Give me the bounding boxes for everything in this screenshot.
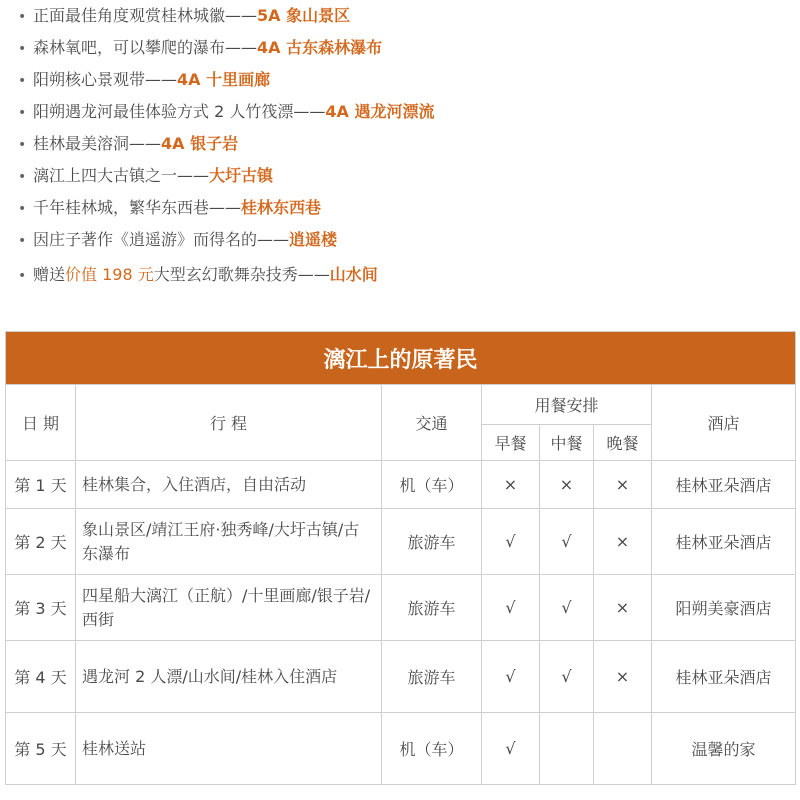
- bullet-icon: •: [18, 233, 27, 249]
- highlight-price: 价值 198 元: [65, 265, 154, 284]
- hotel-cell: 温馨的家: [652, 713, 796, 785]
- highlight-item: [18, 4, 350, 28]
- bullet-icon: •: [18, 137, 27, 153]
- route-cell: 桂林集合，入住酒店，自由活动: [76, 461, 382, 509]
- transport-cell: 旅游车: [382, 641, 482, 713]
- lunch-cell: √: [540, 575, 594, 641]
- highlight-destination: 4A 十里画廊: [177, 70, 271, 89]
- breakfast-cell: √: [482, 641, 540, 713]
- hotel-cell: 桂林亚朵酒店: [652, 641, 796, 713]
- dinner-cell: ×: [594, 641, 652, 713]
- route-cell: 四星船大漓江（正航）/十里画廊/银子岩/西街: [76, 575, 382, 641]
- day-cell: 第 2 天: [6, 509, 76, 575]
- breakfast-cell: √: [482, 509, 540, 575]
- dinner-cell: ×: [594, 509, 652, 575]
- breakfast-cell: ×: [482, 461, 540, 509]
- header-lunch: 中餐: [540, 425, 594, 461]
- route-cell: 桂林送站: [76, 713, 382, 785]
- itinerary-table: [5, 331, 796, 785]
- route-cell: 象山景区/靖江王府·独秀峰/大圩古镇/古东瀑布: [76, 509, 382, 575]
- highlight-destination: 4A 银子岩: [161, 134, 239, 153]
- itinerary-title: 漓江上的原著民: [6, 332, 796, 385]
- header-hotel: 酒店: [652, 385, 796, 461]
- day-cell: 第 3 天: [6, 575, 76, 641]
- highlight-text-after: 大型玄幻歌舞杂技秀——: [153, 265, 330, 284]
- lunch-cell: √: [540, 509, 594, 575]
- bullet-icon: •: [18, 169, 27, 185]
- bullet-icon: •: [18, 41, 27, 57]
- highlight-destination: 逍遥楼: [289, 230, 338, 249]
- lunch-cell: √: [540, 641, 594, 713]
- highlight-item: [18, 196, 321, 220]
- table-row: [6, 641, 796, 713]
- bullet-icon: •: [18, 105, 27, 121]
- lunch-cell: ×: [540, 461, 594, 509]
- table-row: [6, 461, 796, 509]
- header-route: 行 程: [76, 385, 382, 461]
- highlight-text: 因庄子著作《逍遥游》而得名的——: [33, 230, 290, 249]
- dinner-cell: ×: [594, 461, 652, 509]
- highlight-destination: 桂林东西巷: [241, 198, 322, 217]
- transport-cell: 机（车）: [382, 713, 482, 785]
- highlight-text: 千年桂林城，繁华东西巷——: [33, 198, 242, 217]
- highlight-text: 漓江上四大古镇之一——: [33, 166, 210, 185]
- day-cell: 第 4 天: [6, 641, 76, 713]
- highlight-item: [18, 263, 378, 287]
- transport-cell: 旅游车: [382, 575, 482, 641]
- highlight-item: [18, 132, 238, 156]
- highlight-text: 阳朔遇龙河最佳体验方式 2 人竹筏漂——: [33, 102, 326, 121]
- highlight-text: 森林氧吧，可以攀爬的瀑布——: [33, 38, 258, 57]
- highlight-text: 赠送: [33, 265, 66, 284]
- day-cell: 第 5 天: [6, 713, 76, 785]
- highlight-text: 桂林最美溶洞——: [33, 134, 162, 153]
- dinner-cell: ×: [594, 575, 652, 641]
- bullet-icon: •: [18, 201, 27, 217]
- header-dinner: 晚餐: [594, 425, 652, 461]
- highlight-destination: 4A 古东森林瀑布: [257, 38, 383, 57]
- bullet-icon: •: [18, 9, 27, 25]
- highlight-text: 阳朔核心景观带——: [33, 70, 178, 89]
- header-breakfast: 早餐: [482, 425, 540, 461]
- highlight-item: [18, 36, 382, 60]
- highlight-destination: 4A 遇龙河漂流: [325, 102, 435, 121]
- highlight-item: [18, 164, 273, 188]
- table-row: [6, 575, 796, 641]
- dinner-cell: [594, 713, 652, 785]
- highlight-destination: 山水间: [329, 265, 378, 284]
- route-cell: 遇龙河 2 人漂/山水间/桂林入住酒店: [76, 641, 382, 713]
- highlight-destination: 大圩古镇: [209, 166, 274, 185]
- transport-cell: 机（车）: [382, 461, 482, 509]
- header-day: 日 期: [6, 385, 76, 461]
- bullet-icon: •: [18, 73, 27, 89]
- breakfast-cell: √: [482, 713, 540, 785]
- table-row: [6, 509, 796, 575]
- header-meals: 用餐安排: [482, 385, 652, 425]
- hotel-cell: 桂林亚朵酒店: [652, 509, 796, 575]
- day-cell: 第 1 天: [6, 461, 76, 509]
- highlight-item: [18, 68, 270, 92]
- lunch-cell: [540, 713, 594, 785]
- table-row: [6, 713, 796, 785]
- highlight-destination: 5A 象山景区: [257, 6, 351, 25]
- bullet-icon: •: [18, 268, 27, 284]
- highlight-item: [18, 100, 434, 124]
- transport-cell: 旅游车: [382, 509, 482, 575]
- highlight-item: [18, 228, 337, 252]
- hotel-cell: 桂林亚朵酒店: [652, 461, 796, 509]
- hotel-cell: 阳朔美豪酒店: [652, 575, 796, 641]
- header-transport: 交通: [382, 385, 482, 461]
- breakfast-cell: √: [482, 575, 540, 641]
- highlight-text: 正面最佳角度观赏桂林城徽——: [33, 6, 258, 25]
